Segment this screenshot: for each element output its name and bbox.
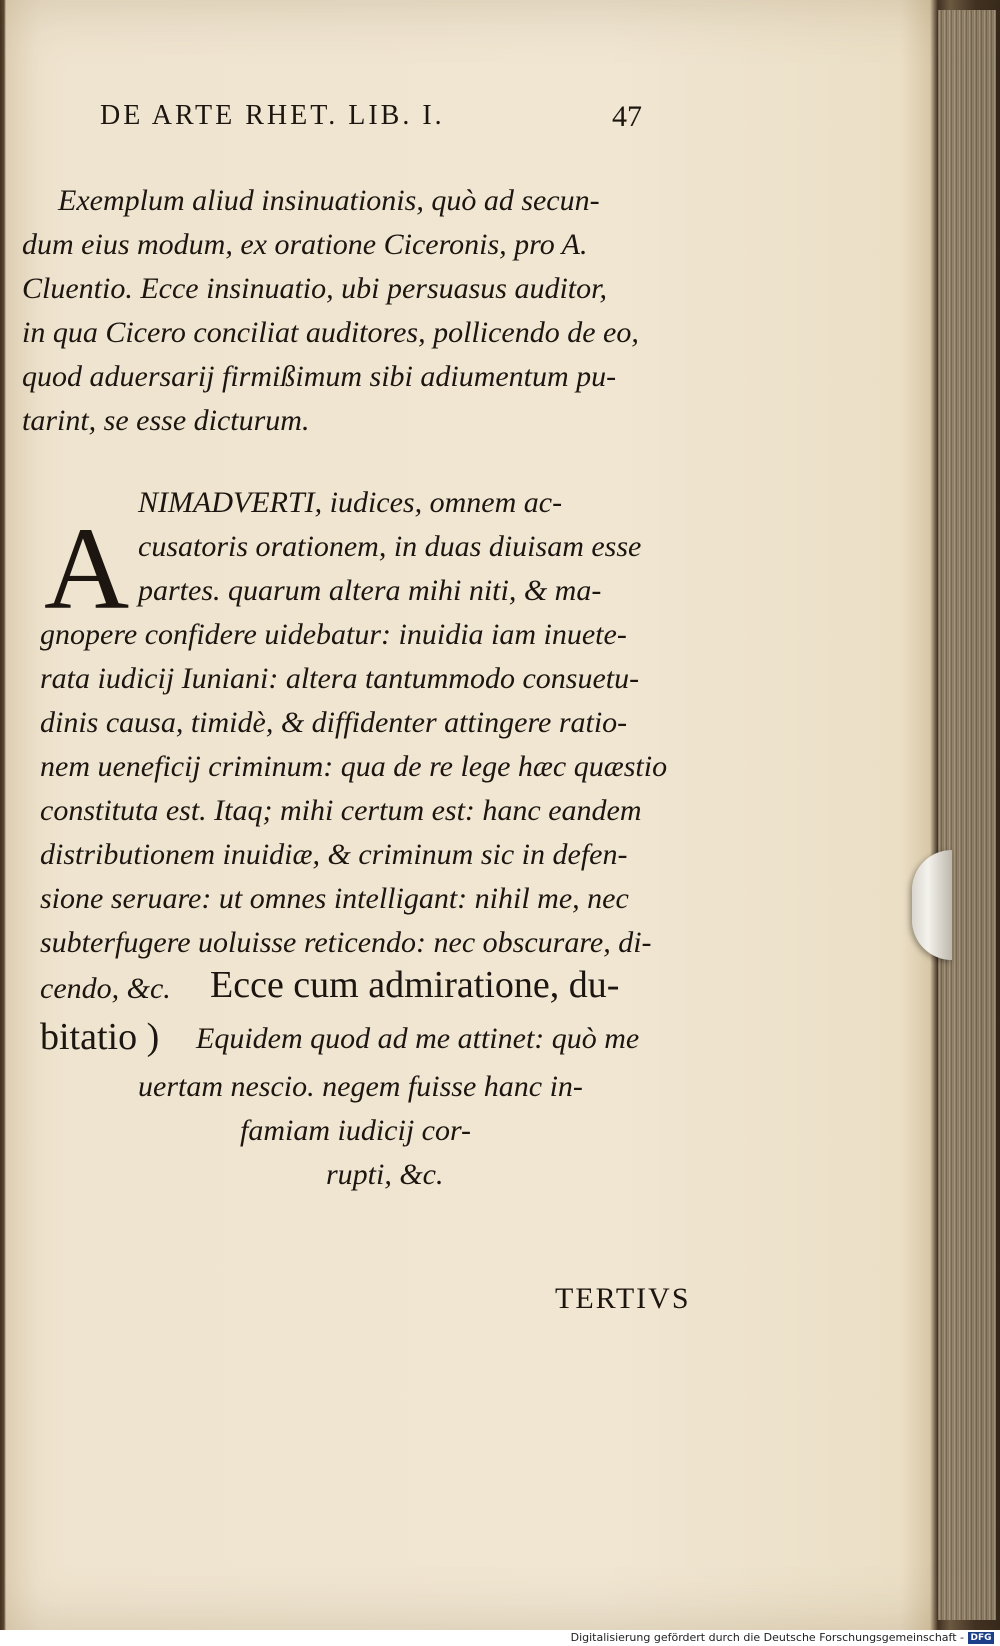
quotation-line: partes. quarum altera mihi niti, & ma- bbox=[138, 574, 602, 607]
intro-line: Exemplum aliud insinuationis, quò ad secun- bbox=[58, 184, 600, 217]
commentary-note: bitatio ) bbox=[40, 1016, 160, 1058]
catchword: TERTIVS bbox=[555, 1282, 691, 1315]
quotation-line: gnopere confidere uidebatur: inuidia iam inuete- bbox=[40, 618, 627, 651]
intro-line: dum eius modum, ex oratione Ciceronis, pro A. bbox=[22, 228, 588, 261]
quotation-line: dinis causa, timidè, & diffidenter attingere ratio- bbox=[40, 706, 628, 739]
quotation-line: constituta est. Itaq; mihi certum est: hanc eandem bbox=[40, 794, 642, 827]
intro-line: tarint, se esse dicturum. bbox=[22, 404, 310, 437]
quotation-line: cusatoris orationem, in duas diuisam esse bbox=[138, 530, 642, 563]
intro-line: in qua Cicero conciliat auditores, pollicendo de eo, bbox=[22, 316, 639, 349]
folio-number: 47 bbox=[612, 100, 642, 133]
quotation-line: cendo, &c. bbox=[40, 972, 171, 1005]
quotation-line: uertam nescio. negem fuisse hanc in- bbox=[138, 1070, 583, 1103]
quotation-line: famiam iudicij cor- bbox=[240, 1114, 472, 1147]
drop-cap: A bbox=[44, 503, 130, 634]
quotation-line: sione seruare: ut omnes intelligant: nihil me, nec bbox=[40, 882, 629, 915]
quotation-line: nem ueneficij criminum: qua de re lege hæc quæstio bbox=[40, 750, 668, 783]
quotation-line: rata iudicij Iuniani: altera tantummodo consuetu- bbox=[40, 662, 640, 695]
running-head: DE ARTE RHET. LIB. I. bbox=[100, 100, 445, 131]
quotation-line: Equidem quod ad me attinet: quò me bbox=[196, 1022, 640, 1055]
quotation-line: subterfugere uoluisse reticendo: nec obscurare, di- bbox=[40, 926, 652, 959]
quotation-line: rupti, &c. bbox=[326, 1158, 444, 1191]
dfg-logo: DFG bbox=[968, 1632, 994, 1644]
quotation-line: distributionem inuidiæ, & criminum sic in defen- bbox=[40, 838, 628, 871]
intro-line: Cluentio. Ecce insinuatio, ubi persuasus auditor, bbox=[22, 272, 607, 305]
commentary-note: Ecce cum admiratione, du- bbox=[210, 964, 620, 1006]
intro-line: quod aduersarij firmißimum sibi adiumentum pu- bbox=[22, 360, 617, 393]
quotation-line: NIMADVERTI, iudices, omnem ac- bbox=[138, 486, 563, 519]
funding-credit: Digitalisierung gefördert durch die Deutsche Forschungsgemeinschaft - bbox=[570, 1631, 964, 1644]
